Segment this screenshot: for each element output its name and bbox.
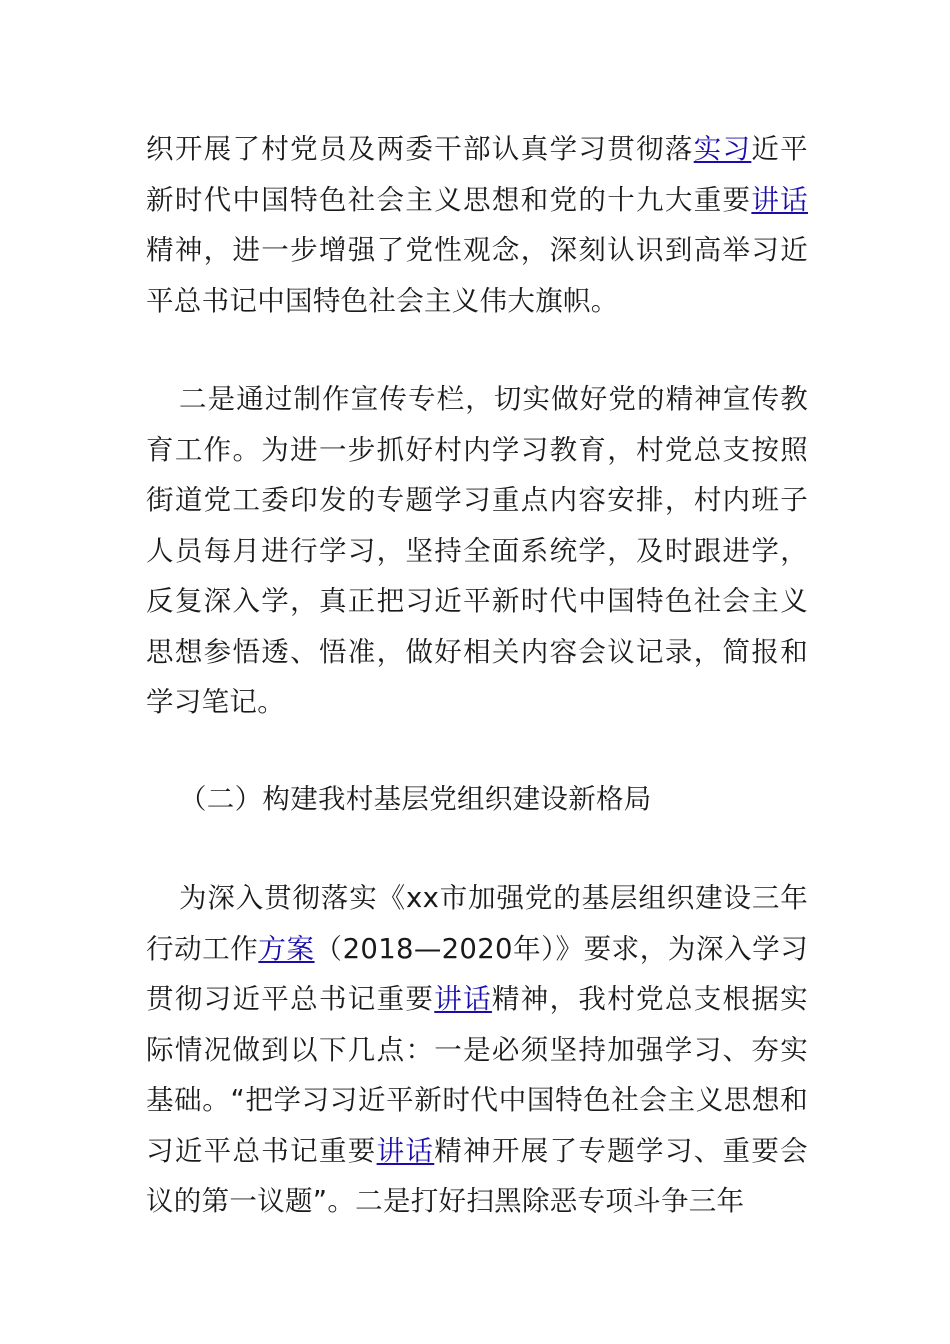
paragraph-text: 为深入贯彻落实《xx市加强党的基层组织建设三年行动工作 (146, 882, 808, 965)
paragraph-text: 织开展了村党员及两委干部认真学习贯彻落 (146, 133, 694, 165)
paragraph-study-continuation (146, 124, 808, 326)
section-heading: （二）构建我村基层党组织建设新格局 (179, 783, 652, 815)
link-jianghua[interactable]: 讲话 (434, 983, 492, 1015)
paragraph-text: 精神开展了专题学习、重要会议的第一议题”。二是打好扫黑除恶专项斗争三年 (146, 1134, 808, 1217)
link-fangan[interactable]: 方案 (258, 932, 315, 965)
paragraph-propaganda-column: 二是通过制作宣传专栏，切实做好党的精神宣传教育工作。为进一步抓好村内学习教育，村党总支按照街道党工委印发的专题学习重点内容安排，村内班子人员每月进行学习，坚持全面系统学，及时跟进学，反复深入学，真正把习近平新时代中国特色社会主义思想参悟透、悟准，做好相关内容会议记录，简报和学习笔记。 (146, 383, 808, 718)
link-jianghua[interactable]: 讲话 (751, 183, 808, 216)
paragraph-grassroots-construction (146, 873, 808, 1227)
link-shixi[interactable]: 实习 (693, 133, 752, 165)
paragraph-text: 精神，进一步增强了党性观念，深刻认识到高举习近平总书记中国特色社会主义伟大旗帜。 (146, 234, 808, 317)
paragraph-text: 精神，我村党总支根据实际情况做到以下几点：一是必须坚持加强学习、夯实基础。“把学习习近平新时代中国特色社会主义思想和习近平总书记重要 (146, 983, 808, 1167)
link-jianghua[interactable]: 讲话 (376, 1134, 435, 1167)
paragraph-text: （2018—2020年）》要求，为深入学习贯彻习近平总书记重要 (146, 932, 809, 1015)
paragraph-text: 近平新时代中国特色社会主义思想和党的十九大重要 (146, 133, 808, 216)
